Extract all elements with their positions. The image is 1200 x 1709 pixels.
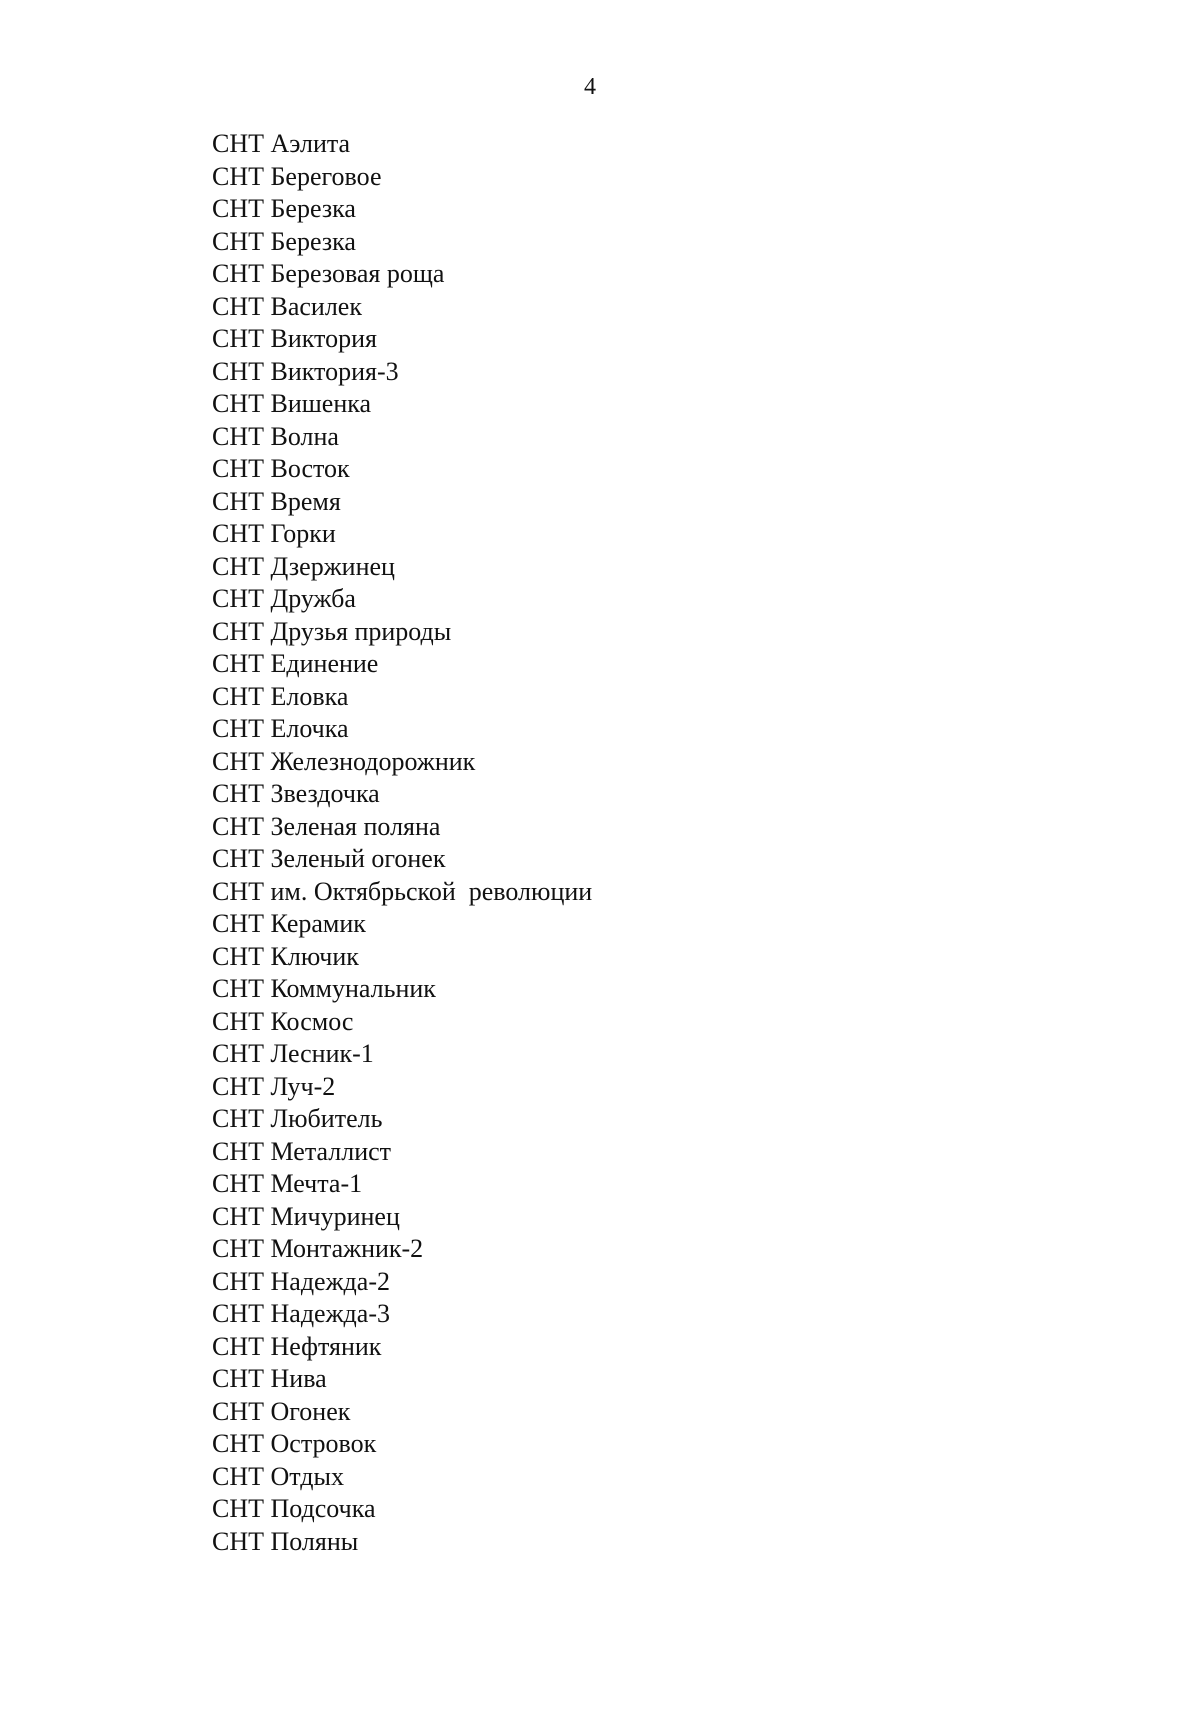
- list-item: СНТ Дружба: [212, 584, 356, 613]
- list-item: СНТ Коммунальник: [212, 974, 436, 1003]
- list-item: СНТ Друзья природы: [212, 616, 452, 646]
- list-item: СНТ Березка: [212, 194, 356, 223]
- list-item: СНТ Волна: [212, 421, 339, 451]
- list-item: СНТ Елочка: [212, 714, 349, 743]
- list-item: СНТ Лесник-1: [212, 1039, 374, 1068]
- list-item: СНТ Мичуринец: [212, 1201, 400, 1231]
- list-item: СНТ Керамик: [212, 909, 366, 938]
- list-item: СНТ Надежда-2: [212, 1266, 390, 1296]
- list-item: СНТ Нефтяник: [212, 1331, 382, 1361]
- list-item: СНТ Еловка: [212, 681, 349, 711]
- list-item: СНТ Ключик: [212, 941, 359, 971]
- list-item: СНТ Космос: [212, 1006, 354, 1036]
- list-item: СНТ Березка: [212, 226, 356, 256]
- list-item: СНТ Березовая роща: [212, 259, 445, 288]
- list-item: СНТ Дзержинец: [212, 551, 395, 581]
- list-item: СНТ Надежда-3: [212, 1299, 390, 1328]
- list-item: СНТ Береговое: [212, 161, 382, 191]
- list-item: СНТ Зеленая поляна: [212, 811, 441, 841]
- list-item: СНТ Время: [212, 486, 341, 516]
- list-item: СНТ Зеленый огонек: [212, 844, 446, 873]
- page-number: 4: [584, 74, 596, 100]
- list-item: СНТ Отдых: [212, 1461, 344, 1491]
- list-item: СНТ Виктория: [212, 324, 377, 353]
- entry-list: [212, 128, 592, 1558]
- list-item: СНТ Монтажник-2: [212, 1234, 424, 1263]
- list-item: СНТ Звездочка: [212, 779, 380, 808]
- list-item: СНТ Поляны: [212, 1526, 359, 1556]
- list-item: СНТ Мечта-1: [212, 1169, 363, 1198]
- list-item: СНТ Виктория-3: [212, 356, 399, 386]
- list-item: СНТ Огонек: [212, 1396, 351, 1426]
- list-item: СНТ Подсочка: [212, 1494, 376, 1523]
- list-item: СНТ Любитель: [212, 1104, 383, 1133]
- list-item: СНТ Островок: [212, 1429, 377, 1458]
- list-item: СНТ Горки: [212, 519, 336, 548]
- list-item: СНТ Восток: [212, 454, 350, 483]
- list-item: СНТ Вишенка: [212, 389, 372, 418]
- list-item: СНТ Металлист: [212, 1136, 392, 1166]
- list-item: СНТ Луч-2: [212, 1071, 336, 1101]
- list-item: СНТ им. Октябрьской революции: [212, 876, 593, 906]
- list-item: СНТ Аэлита: [212, 129, 351, 158]
- list-item: СНТ Единение: [212, 649, 379, 678]
- list-item: СНТ Железнодорожник: [212, 746, 476, 776]
- list-item: СНТ Нива: [212, 1364, 327, 1393]
- list-item: СНТ Василек: [212, 291, 362, 321]
